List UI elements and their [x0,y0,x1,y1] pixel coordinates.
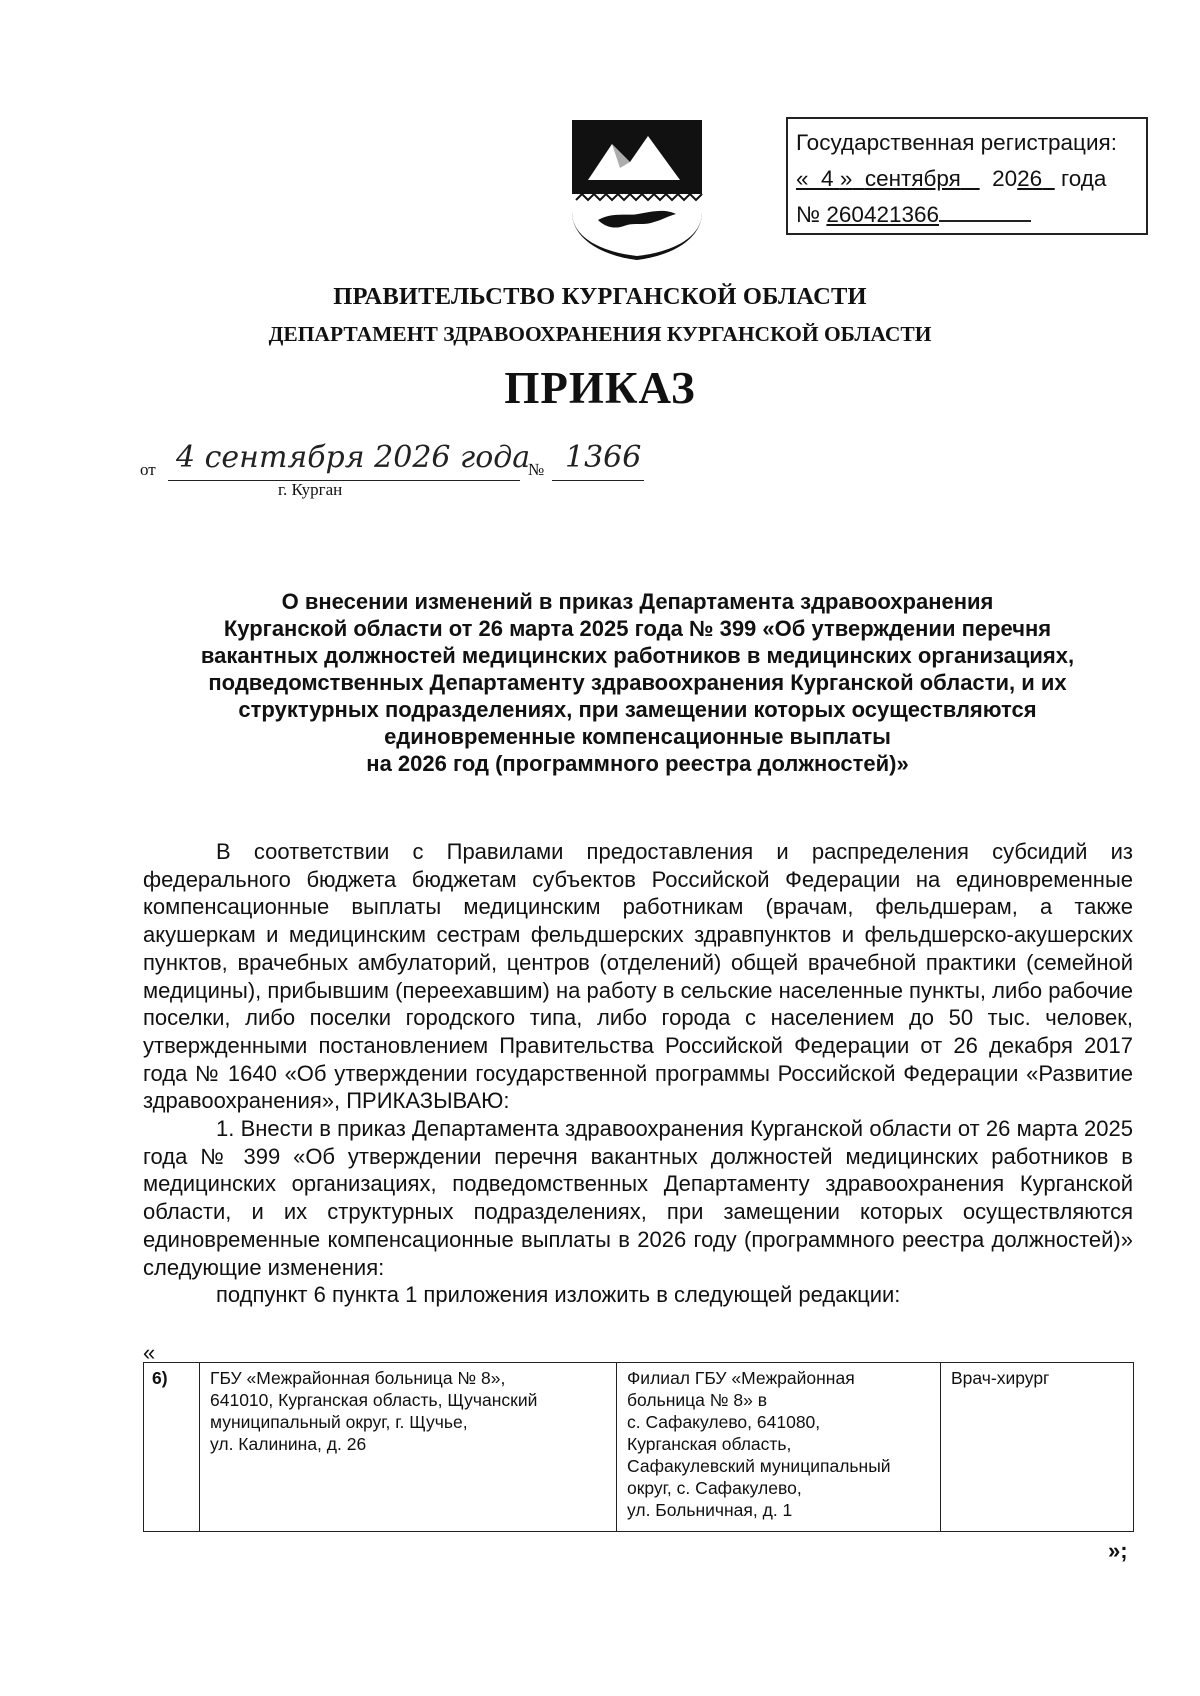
branch-text: Филиал ГБУ «Межрайонная больница № 8» в с. Сафакулево, 641080, Курганская область, Сафакулевский муниципальный округ, с. Сафакулево, ул. Больничная, д. 1 [627,1368,891,1520]
registration-date: « 4 » сентября 2026 года [796,166,1107,191]
heading-line: Курганской области от 26 марта 2025 года № 399 «Об утверждении перечня [223,616,1052,641]
subitem-paragraph: подпункт 6 пункта 1 приложения изложить в следующей редакции: [216,1282,901,1308]
organization-cell [200,1363,617,1532]
registration-stamp [786,117,1148,235]
heading-line: О внесении изменений в приказ Департамента здравоохранения [281,589,994,614]
heading-line: на 2026 год (программного реестра должностей)» [366,751,909,776]
table-row [144,1363,1134,1532]
heading-line: единовременные компенсационные выплаты [384,724,891,749]
order-number-label: № [528,460,545,479]
item-1-paragraph: 1. Внести в приказ Департамента здравоохранения Курганской области от 26 марта 2025 года № 399 «Об утверждении перечня вакантных должностей медицинских работников в медицинских организациях, подведомственных Департаменту здравоохранения Курганской области, и их структурных подразделениях, при замещении которых осуществляются единовременные компенсационные выплаты в 2026 году (программного реестра должностей)» следующие изменения: [143,1116,1133,1280]
heading-line: структурных подразделениях, при замещении которых осуществляются [238,697,1037,722]
handwritten-number: 1366 [565,440,642,475]
position-cell: Врач-хирург [941,1363,1134,1532]
table-open-quote: « [143,1340,156,1365]
from-label: от [140,460,156,479]
registration-title: Государственная регистрация: [796,130,1117,155]
registration-year-suffix: 26 [1017,166,1043,191]
registration-number: № 260421366 [796,197,1138,233]
registration-number-value: 260421366 [826,202,940,227]
table-close-quote: »; [1108,1538,1128,1563]
government-title: ПРАВИТЕЛЬСТВО КУРГАНСКОЙ ОБЛАСТИ [333,283,867,310]
organization-text: ГБУ «Межрайонная больница № 8», 641010, Курганская область, Щучанский муниципальный округ, г. Щучье, ул. Калинина, д. 26 [210,1368,538,1454]
order-body [143,838,1133,1309]
handwritten-date: 4 сентября 2026 года [176,440,531,475]
order-heading [140,588,1135,777]
document-type-title: ПРИКАЗ [504,363,696,413]
row-number-cell: 6) [144,1363,200,1532]
heading-line: вакантных должностей медицинских работников в медицинских организациях, [200,643,1075,668]
registration-month: сентября [864,166,961,191]
city-label: г. Курган [278,480,343,499]
preamble-paragraph: В соответствии с Правилами предоставления и распределения субсидий из федерального бюджета бюджетам субъектов Российской Федерации на единовременные компенсационные выплаты медицинским работникам (врачам, фельдшерам, а также акушеркам и медицинским сестрам фельдшерских здравпунктов и фельдшерско-акушерских пунктов, врачебных амбулаторий, центров (отделений) общей врачебной практики (семейной медицины), прибывшим (переехавшим) на работу в сельские населенные пункты, либо рабочие поселки, либо поселки городского типа, либо города с населением до 50 тыс. человек, утвержденными постановлением Правительства Российской Федерации от 26 декабря 2017 года № 1640 «Об утверждении государственной программы Российской Федерации «Развитие здравоохранения», ПРИКАЗЫВАЮ: [143,839,1133,1114]
amendment-table [143,1362,1134,1532]
branch-cell [617,1363,941,1532]
heading-line: подведомственных Департаменту здравоохранения Курганской области, и их [208,670,1067,695]
kurgan-coat-of-arms-icon [568,116,706,262]
department-title: ДЕПАРТАМЕНТ ЗДРАВООХРАНЕНИЯ КУРГАНСКОЙ ОБЛАСТИ [268,322,932,346]
registration-day: 4 [821,166,834,191]
